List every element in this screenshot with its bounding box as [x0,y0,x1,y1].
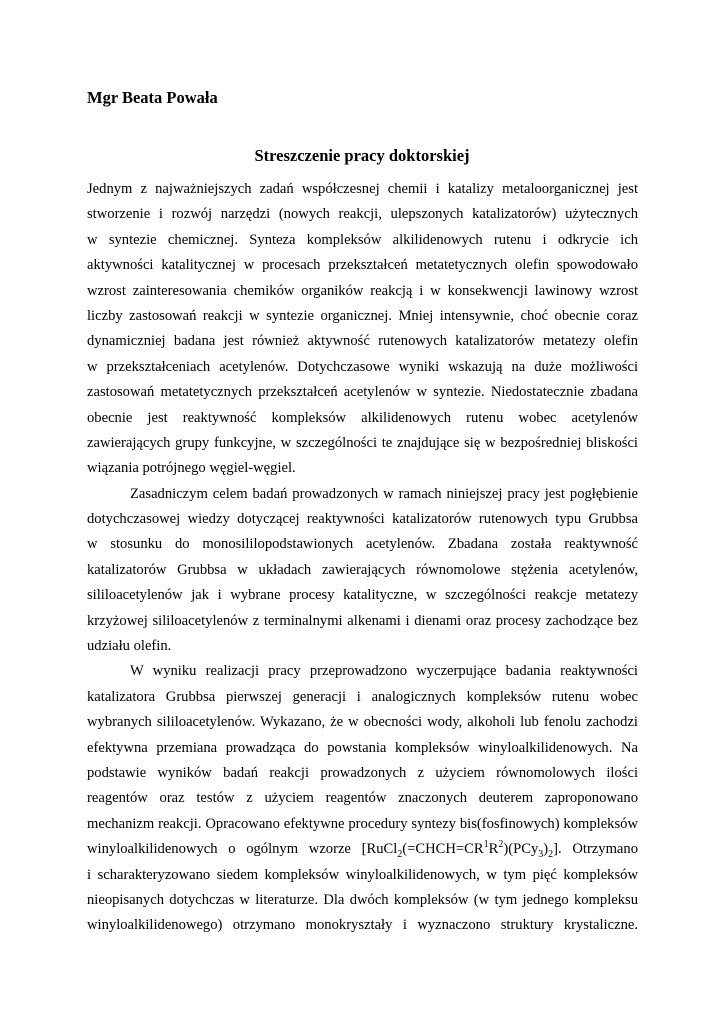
text-line: sililoacetylenów jak i wybrane procesy katalityczne, w szczególności reakcje metatezy [87,587,638,604]
text-line: i scharakteryzowano siedem kompleksów winyloalkilidenowych, w tym pięć kompleksów [87,866,638,883]
text-line: wiązania potrójnego węgiel-węgiel. [87,460,296,477]
formula-part: 3 [538,849,544,861]
text-line: mechanizm reakcji. Opracowano efektywne procedury syntezy bis(fosfinowych) kompleksów [87,815,638,832]
text-line: reagentów oraz testów z użyciem reagentów znaczonych deuterem zaproponowano [87,790,638,807]
text-line: liczby zastosowań reakcji w syntezie organicznej. Mniej intensywnie, choć obecnie coraz [87,307,638,324]
text-line: w stosunku do monosililopodstawionych acetylenów. Zbadana została reaktywność [87,536,638,553]
formula-part: (=CHCH=CR [402,841,484,858]
text-line: krzyżowej sililoacetylenów z terminalnymi alkenami i dienami oraz procesy zachodzące bez [87,612,638,629]
text-line: katalizatora Grubbsa pierwszej generacji i analogicznych kompleksów rutenu wobec [87,688,638,705]
text-line: winyloalkilidenowego) otrzymano monokryształy i wyznaczono struktury krystaliczne. [87,917,638,934]
text-line: katalizatorów Grubbsa w układach zawierających równomolowe stężenia acetylenów, [87,561,638,578]
formula-part: R [488,841,499,858]
text-line: dotychczasowej wiedzy dotyczącej reaktywności katalizatorów rutenowych typu Grubbsa [87,511,638,528]
formula-part: ]. [553,841,562,858]
text-line: zawierających grupy funkcyjne, w szczególności te znajdujące się w bezpośredniej bliskości [87,434,638,451]
text-line: w syntezie chemicznej. Synteza kompleksów alkilidenowych rutenu i odkrycie ich [87,231,638,248]
formula-part: 2 [397,849,403,861]
document-title: Streszczenie pracy doktorskiej [254,146,470,165]
text-line: Zasadniczym celem badań prowadzonych w ramach niniejszej pracy jest pogłębienie [130,485,638,502]
formula-part: Otrzymano [572,841,638,858]
text-line: aktywności katalitycznej w procesach przekształceń metatetycznych olefin spowodowało [87,257,638,274]
text-line: wzrost zainteresowania chemików organików reakcją i w konsekwencji lawinowy wzrost [87,282,638,299]
formula-part: 2 [548,849,554,861]
text-line: w przekształceniach acetylenów. Dotychczasowe wyniki wskazują na duże możliwości [87,358,638,375]
author-name: Mgr Beata Powała [87,88,218,107]
formula-part: [RuCl [361,841,398,858]
text-line: obecnie jest reaktywność kompleksów alkilidenowych rutenu wobec acetylenów [87,409,638,426]
formula-line [87,837,638,862]
text-line: stworzenie i rozwój narzędzi (nowych reakcji, ulepszonych katalizatorów) użytecznych [87,206,638,223]
text-line: udziału olefin. [87,638,172,655]
formula-part: winyloalkilidenowych o ogólnym wzorze [87,841,351,858]
formula-part: 1 [483,839,489,851]
text-line: zastosowań metatetycznych przekształceń acetylenów w syntezie. Niedostatecznie zbadana [87,384,638,401]
text-line: dynamiczniej badana jest również aktywność rutenowych katalizatorów metatezy olefin [87,333,638,350]
abstract-body [87,177,638,939]
formula-part: 2 [498,839,504,851]
text-line: W wyniku realizacji pracy przeprowadzono wyczerpujące badania reaktywności [130,663,638,680]
formula-part: ) [543,841,549,858]
text-line: wybranych sililoacetylenów. Wykazano, że w obecności wody, alkoholi lub fenolu zachodzi [87,714,638,731]
text-line: podstawie wyników badań reakcji prowadzonych z użyciem równomolowych ilości [87,764,638,781]
text-line: nieopisanych dotychczas w literaturze. Dla dwóch kompleksów (w tym jednego kompleksu [87,891,638,908]
text-line: efektywna przemiana prowadząca do powstania kompleksów winyloalkilidenowych. Na [87,739,638,756]
formula-part: )(PCy [503,841,539,858]
text-line: Jednym z najważniejszych zadań współczesnej chemii i katalizy metaloorganicznej jest [87,181,638,197]
